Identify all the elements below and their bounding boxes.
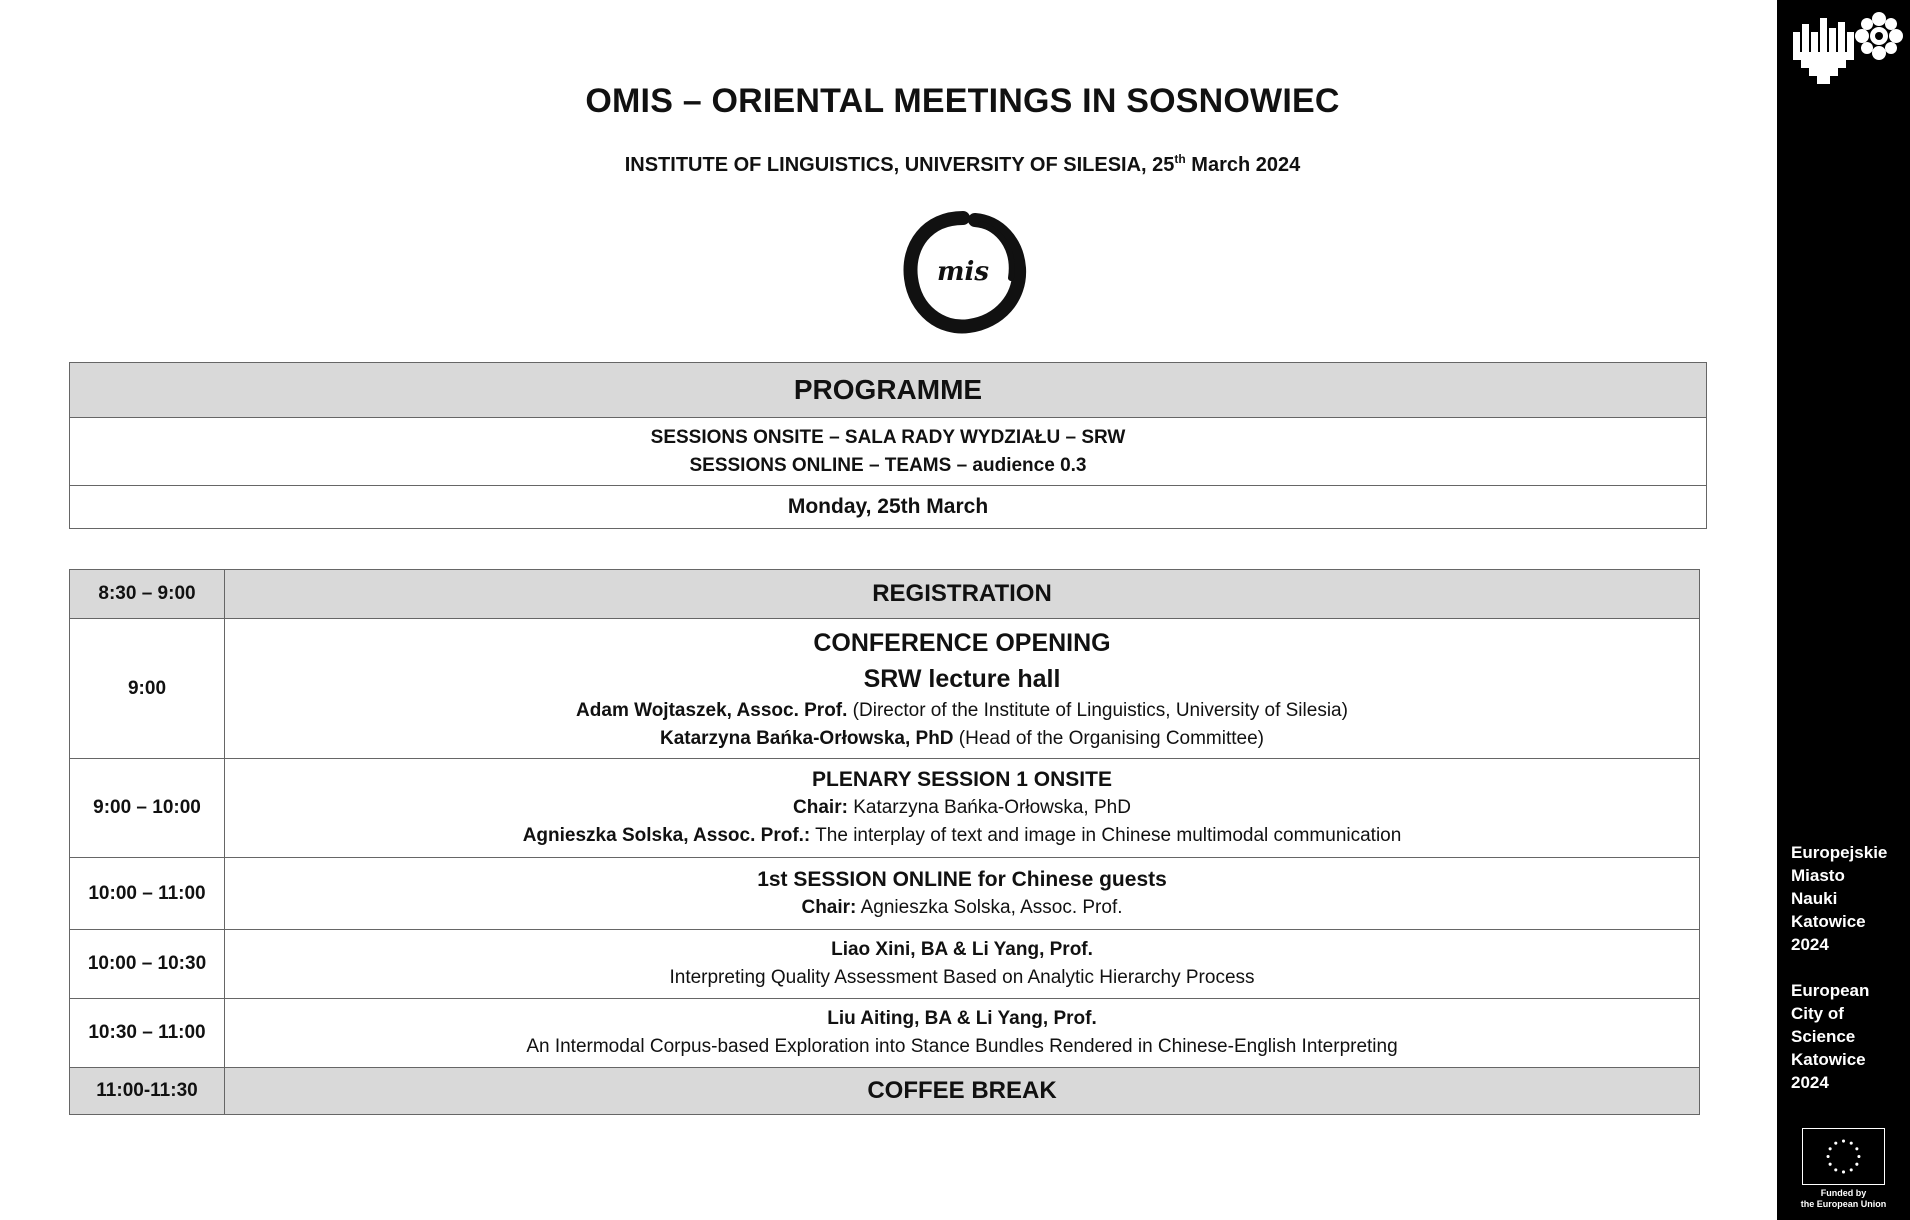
pl-line: 2024 (1791, 935, 1829, 954)
talk-line (225, 822, 1699, 850)
time-cell: 10:30 – 11:00 (70, 999, 225, 1068)
eu-star-icon (1829, 1147, 1832, 1150)
subtitle-tail: March 2024 (1185, 154, 1301, 176)
chair-name: Agnieszka Solska, Assoc. Prof. (856, 896, 1123, 918)
en-line: Katowice (1791, 1050, 1866, 1069)
logo-text: mis (936, 257, 990, 287)
katowice-city-of-science-logo (1791, 10, 1903, 86)
session-content (225, 999, 1700, 1068)
schedule-table (69, 569, 1700, 1115)
en-line: City of (1791, 1004, 1844, 1023)
subtitle-main: INSTITUTE OF LINGUISTICS, UNIVERSITY OF SILESIA, 25 (624, 154, 1175, 176)
pl-line: Katowice (1791, 912, 1866, 931)
eu-star-icon (1842, 1170, 1845, 1173)
time-cell: 11:00-11:30 (70, 1068, 225, 1115)
speaker-role: (Director of the Institute of Linguistics, University of Silesia) (847, 699, 1348, 721)
eu-star-icon (1857, 1155, 1860, 1158)
speaker-line (225, 697, 1699, 725)
eu-line: Funded by (1820, 1188, 1867, 1198)
session-title: CONFERENCE OPENING (813, 628, 1111, 657)
time-cell: 9:00 (70, 619, 225, 759)
en-line: 2024 (1791, 1073, 1829, 1092)
schedule-row-talk2 (70, 999, 1700, 1068)
session-content (225, 759, 1700, 858)
talk-authors: Liao Xini, BA & Li Yang, Prof. (831, 939, 1093, 960)
schedule-row-opening (70, 619, 1700, 759)
document-subtitle (0, 152, 1910, 177)
eu-star-icon (1850, 1142, 1853, 1145)
eu-star-icon (1855, 1147, 1858, 1150)
schedule-row-talk1 (70, 930, 1700, 999)
time-cell: 9:00 – 10:00 (70, 759, 225, 858)
speaker-name: Agnieszka Solska, Assoc. Prof.: (522, 825, 811, 846)
programme-sessions (70, 418, 1707, 486)
omis-logo (899, 208, 1027, 336)
chair-label: Chair: (793, 797, 848, 818)
session-subtitle: SRW lecture hall (863, 664, 1061, 693)
eu-star-icon (1827, 1155, 1830, 1158)
session-content (225, 858, 1700, 930)
talk-title: The interplay of text and image in Chinese multimodal communication (810, 825, 1402, 846)
session-title: COFFEE BREAK (225, 1068, 1700, 1115)
chair-line (225, 794, 1699, 822)
speaker-name: Katarzyna Bańka-Orłowska, PhD (659, 727, 954, 749)
time-cell: 8:30 – 9:00 (70, 570, 225, 619)
document-title: OMIS – ORIENTAL MEETINGS IN SOSNOWIEC (585, 82, 1340, 120)
session-content (225, 930, 1700, 999)
eu-star-icon (1829, 1163, 1832, 1166)
chair-name: Katarzyna Bańka-Orłowska, PhD (847, 797, 1131, 818)
schedule-row-registration (70, 570, 1700, 619)
programme-heading: PROGRAMME (70, 363, 1707, 418)
time-cell: 10:00 – 10:30 (70, 930, 225, 999)
talk-title: An Intermodal Corpus-based Exploration into Stance Bundles Rendered in Chinese-English Interpreting (526, 1036, 1398, 1057)
schedule-row-online1 (70, 858, 1700, 930)
pl-line: Europejskie (1791, 843, 1888, 862)
eu-star-icon (1855, 1163, 1858, 1166)
schedule-row-coffee (70, 1068, 1700, 1115)
eu-funding-text (1777, 1188, 1910, 1210)
sidebar (1777, 0, 1910, 1220)
eu-star-icon (1850, 1168, 1853, 1171)
speaker-role: (Head of the Organising Committee) (953, 727, 1264, 749)
eu-star-icon (1834, 1168, 1837, 1171)
time-cell: 10:00 – 11:00 (70, 858, 225, 930)
chair-label: Chair: (801, 896, 857, 918)
eu-flag-icon (1802, 1128, 1885, 1185)
sessions-online: SESSIONS ONLINE – TEAMS – audience 0.3 (689, 454, 1087, 476)
session-title: PLENARY SESSION 1 ONSITE (812, 768, 1112, 791)
chair-line (225, 894, 1699, 922)
eu-star-icon (1834, 1142, 1837, 1145)
eu-star-icon (1842, 1140, 1845, 1143)
city-of-science-text (1791, 841, 1887, 1094)
speaker-line (225, 725, 1699, 753)
programme-date: Monday, 25th March (70, 486, 1707, 529)
session-title: REGISTRATION (225, 570, 1700, 619)
pl-line: Nauki (1791, 889, 1838, 908)
pl-line: Miasto (1791, 866, 1845, 885)
session-title: 1st SESSION ONLINE for Chinese guests (757, 867, 1167, 891)
speaker-name: Adam Wojtaszek, Assoc. Prof. (576, 699, 848, 721)
eu-line: the European Union (1800, 1199, 1887, 1209)
subtitle-sup: th (1174, 152, 1186, 166)
programme-table (69, 362, 1707, 529)
en-line: Science (1791, 1027, 1856, 1046)
sessions-onsite: SESSIONS ONSITE – SALA RADY WYDZIAŁU – SRW (650, 426, 1126, 448)
session-content (225, 619, 1700, 759)
talk-authors: Liu Aiting, BA & Li Yang, Prof. (827, 1008, 1097, 1029)
talk-title: Interpreting Quality Assessment Based on Analytic Hierarchy Process (669, 967, 1255, 988)
en-line: European (1791, 981, 1870, 1000)
schedule-row-plenary (70, 759, 1700, 858)
